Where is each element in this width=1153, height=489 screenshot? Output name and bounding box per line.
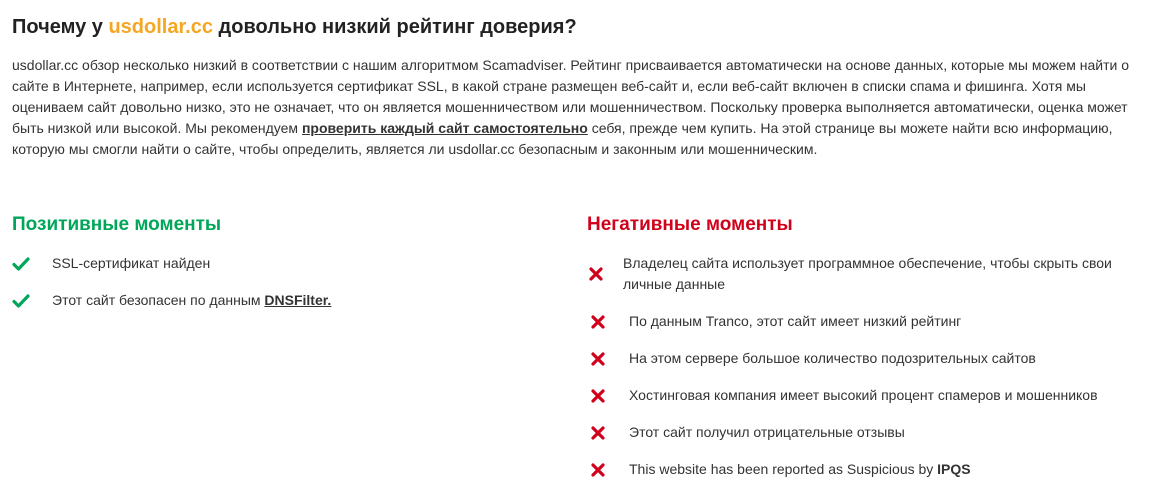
negative-point-text: На этом сервере большое количество подозрительных сайтов [629, 350, 1036, 366]
cross-icon [587, 265, 605, 283]
negative-point-item [587, 348, 1036, 369]
title-prefix: Почему у [12, 16, 109, 38]
intro-text-end: себя, прежде чем купить. На этой странице вы можете найти всю информацию, которую мы смогли найти о сайте, чтобы определить, является ли usdollar.cc безопасным и законным или мошенническим. [12, 120, 1113, 157]
positive-point-text [52, 290, 331, 311]
negative-point-text: По данным Tranco, этот сайт имеет низкий рейтинг [629, 313, 962, 329]
cross-icon [589, 461, 607, 479]
negative-points-title: Негативные моменты [587, 214, 793, 235]
cross-icon [589, 350, 607, 368]
cross-icon [589, 424, 607, 442]
negative-point-item [587, 422, 905, 443]
cross-icon [589, 313, 607, 331]
check-site-yourself-link[interactable]: проверить каждый сайт самостоятельно [301, 120, 588, 136]
positive-point-item [12, 253, 210, 274]
positive-points-section [12, 212, 572, 308]
negative-point-item [587, 385, 1098, 406]
negative-point-text: Хостинговая компания имеет высокий процент спамеров и мошенников [629, 387, 1098, 403]
negative-point-item [587, 459, 971, 480]
negative-point-text: Этот сайт получил отрицательные отзывы [629, 424, 905, 440]
check-icon [12, 292, 30, 310]
page-title [12, 14, 577, 40]
title-site-name: usdollar.cc [108, 16, 213, 38]
positive-point-label: SSL-сертификат найден [52, 255, 211, 271]
negative-points-section [587, 212, 1141, 477]
intro-paragraph [12, 55, 1141, 160]
positive-point-item [12, 290, 331, 311]
negative-point-text: Владелец сайта использует программное обеспечение, чтобы скрыть свои личные данные [623, 255, 1112, 292]
negative-point-item [587, 311, 961, 332]
negative-point-item [587, 253, 1135, 295]
negative-point-text [629, 459, 971, 480]
cross-icon [589, 387, 607, 405]
positive-point-label: Этот сайт безопасен по данным [52, 292, 265, 308]
ipqs-source: IPQS [937, 461, 971, 477]
dnsfilter-link[interactable]: DNSFilter. [264, 292, 332, 308]
negative-point-label: This website has been reported as Suspicious by [629, 461, 938, 477]
check-icon [12, 255, 30, 273]
positive-point-text [52, 253, 210, 274]
intro-text-start: usdollar.cc обзор несколько низкий в соответствии с нашим алгоритмом Scamadviser. Рейтинг присваивается автоматически на основе данных, которые мы можем найти о сайте в Интернете, например, если используется сертификат SSL, в какой стране размещен веб-сайт и, если веб-сайт включен в списки спама и фишинга. Хотя мы оцениваем сайт довольно низко, это не означает, что он является мошенничеством или мошенничеством. Поскольку проверка выполняется автоматически, оценка может быть низкой или высокой. Мы рекомендуем [12, 57, 1130, 136]
title-suffix: довольно низкий рейтинг доверия? [212, 16, 577, 38]
positive-points-title: Позитивные моменты [12, 214, 222, 235]
